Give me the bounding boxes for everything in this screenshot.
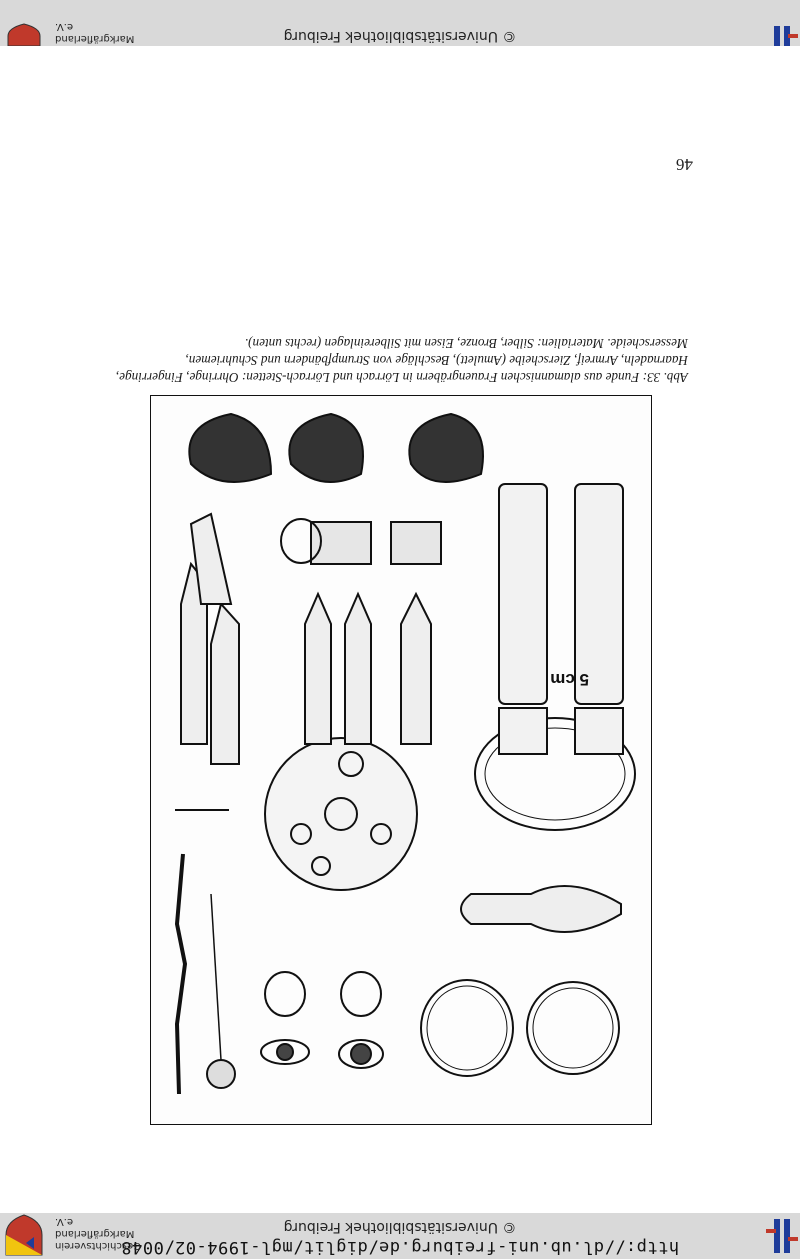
inlaid-fitting-drawing — [409, 414, 483, 482]
viewer-footer-bar — [0, 0, 800, 46]
strap-fitting-drawing — [575, 708, 623, 754]
strap-end-drawing — [345, 594, 371, 744]
inlaid-fitting-drawing — [189, 414, 271, 482]
viewer-header-bar — [0, 1213, 800, 1259]
strap-fitting-drawing — [499, 708, 547, 754]
strap-end-drawing — [305, 594, 331, 744]
scale-label: 5 cm — [550, 670, 589, 689]
earring-drawing — [527, 982, 619, 1074]
artifact-drawings — [149, 394, 651, 1124]
society-name — [55, 1215, 150, 1251]
document-url[interactable]: http://dl.ub.uni-freiburg.de/diglit/mgl-1994-02/0048 — [120, 1237, 680, 1257]
earring-drawing — [421, 980, 513, 1076]
footer-copyright: © Universitätsbibliothek Freiburg — [283, 28, 517, 44]
society-crest-icon — [0, 0, 48, 46]
strap-end-drawing — [401, 594, 431, 744]
amulet-disc-drawing — [265, 738, 417, 890]
figure-caption: Abb. 33: Funde aus alamannischen Frauengräbern in Lörrach und Lörrach-Stetten: Ohrringe, Fingerringe, Haarnadeln, Armreif, Zierscheibe (Amulett), Beschläge von Strumpfbändern und Schuhriemen, Messerscheide. Materialien: Silber, Bronze, Eisen mit Silbereinlagen (rechts unten). — [115, 336, 688, 385]
society-line-2: Markgräflerland e.V. — [55, 1216, 135, 1239]
finger-ring-drawing — [265, 972, 305, 1016]
hairpin-drawing — [177, 854, 185, 1094]
footer-society: Markgräflerland e.V. — [55, 21, 135, 44]
hairpin-head-drawing — [207, 1060, 235, 1088]
page-number: 46 — [676, 155, 693, 174]
strap-fitting-drawing — [499, 484, 547, 704]
society-line-1: Geschichtsverein — [55, 1240, 141, 1251]
armring-drawing — [461, 886, 621, 932]
society-crest-icon — [0, 1213, 48, 1259]
knife-sheath-drawing — [211, 604, 239, 764]
copyright-notice: © Universitätsbibliothek Freiburg — [283, 1219, 517, 1235]
inlaid-buckle-drawing — [289, 414, 363, 482]
finger-ring-drawing — [341, 972, 381, 1016]
buckle-drawing — [391, 522, 441, 564]
figure-plate — [150, 395, 652, 1125]
